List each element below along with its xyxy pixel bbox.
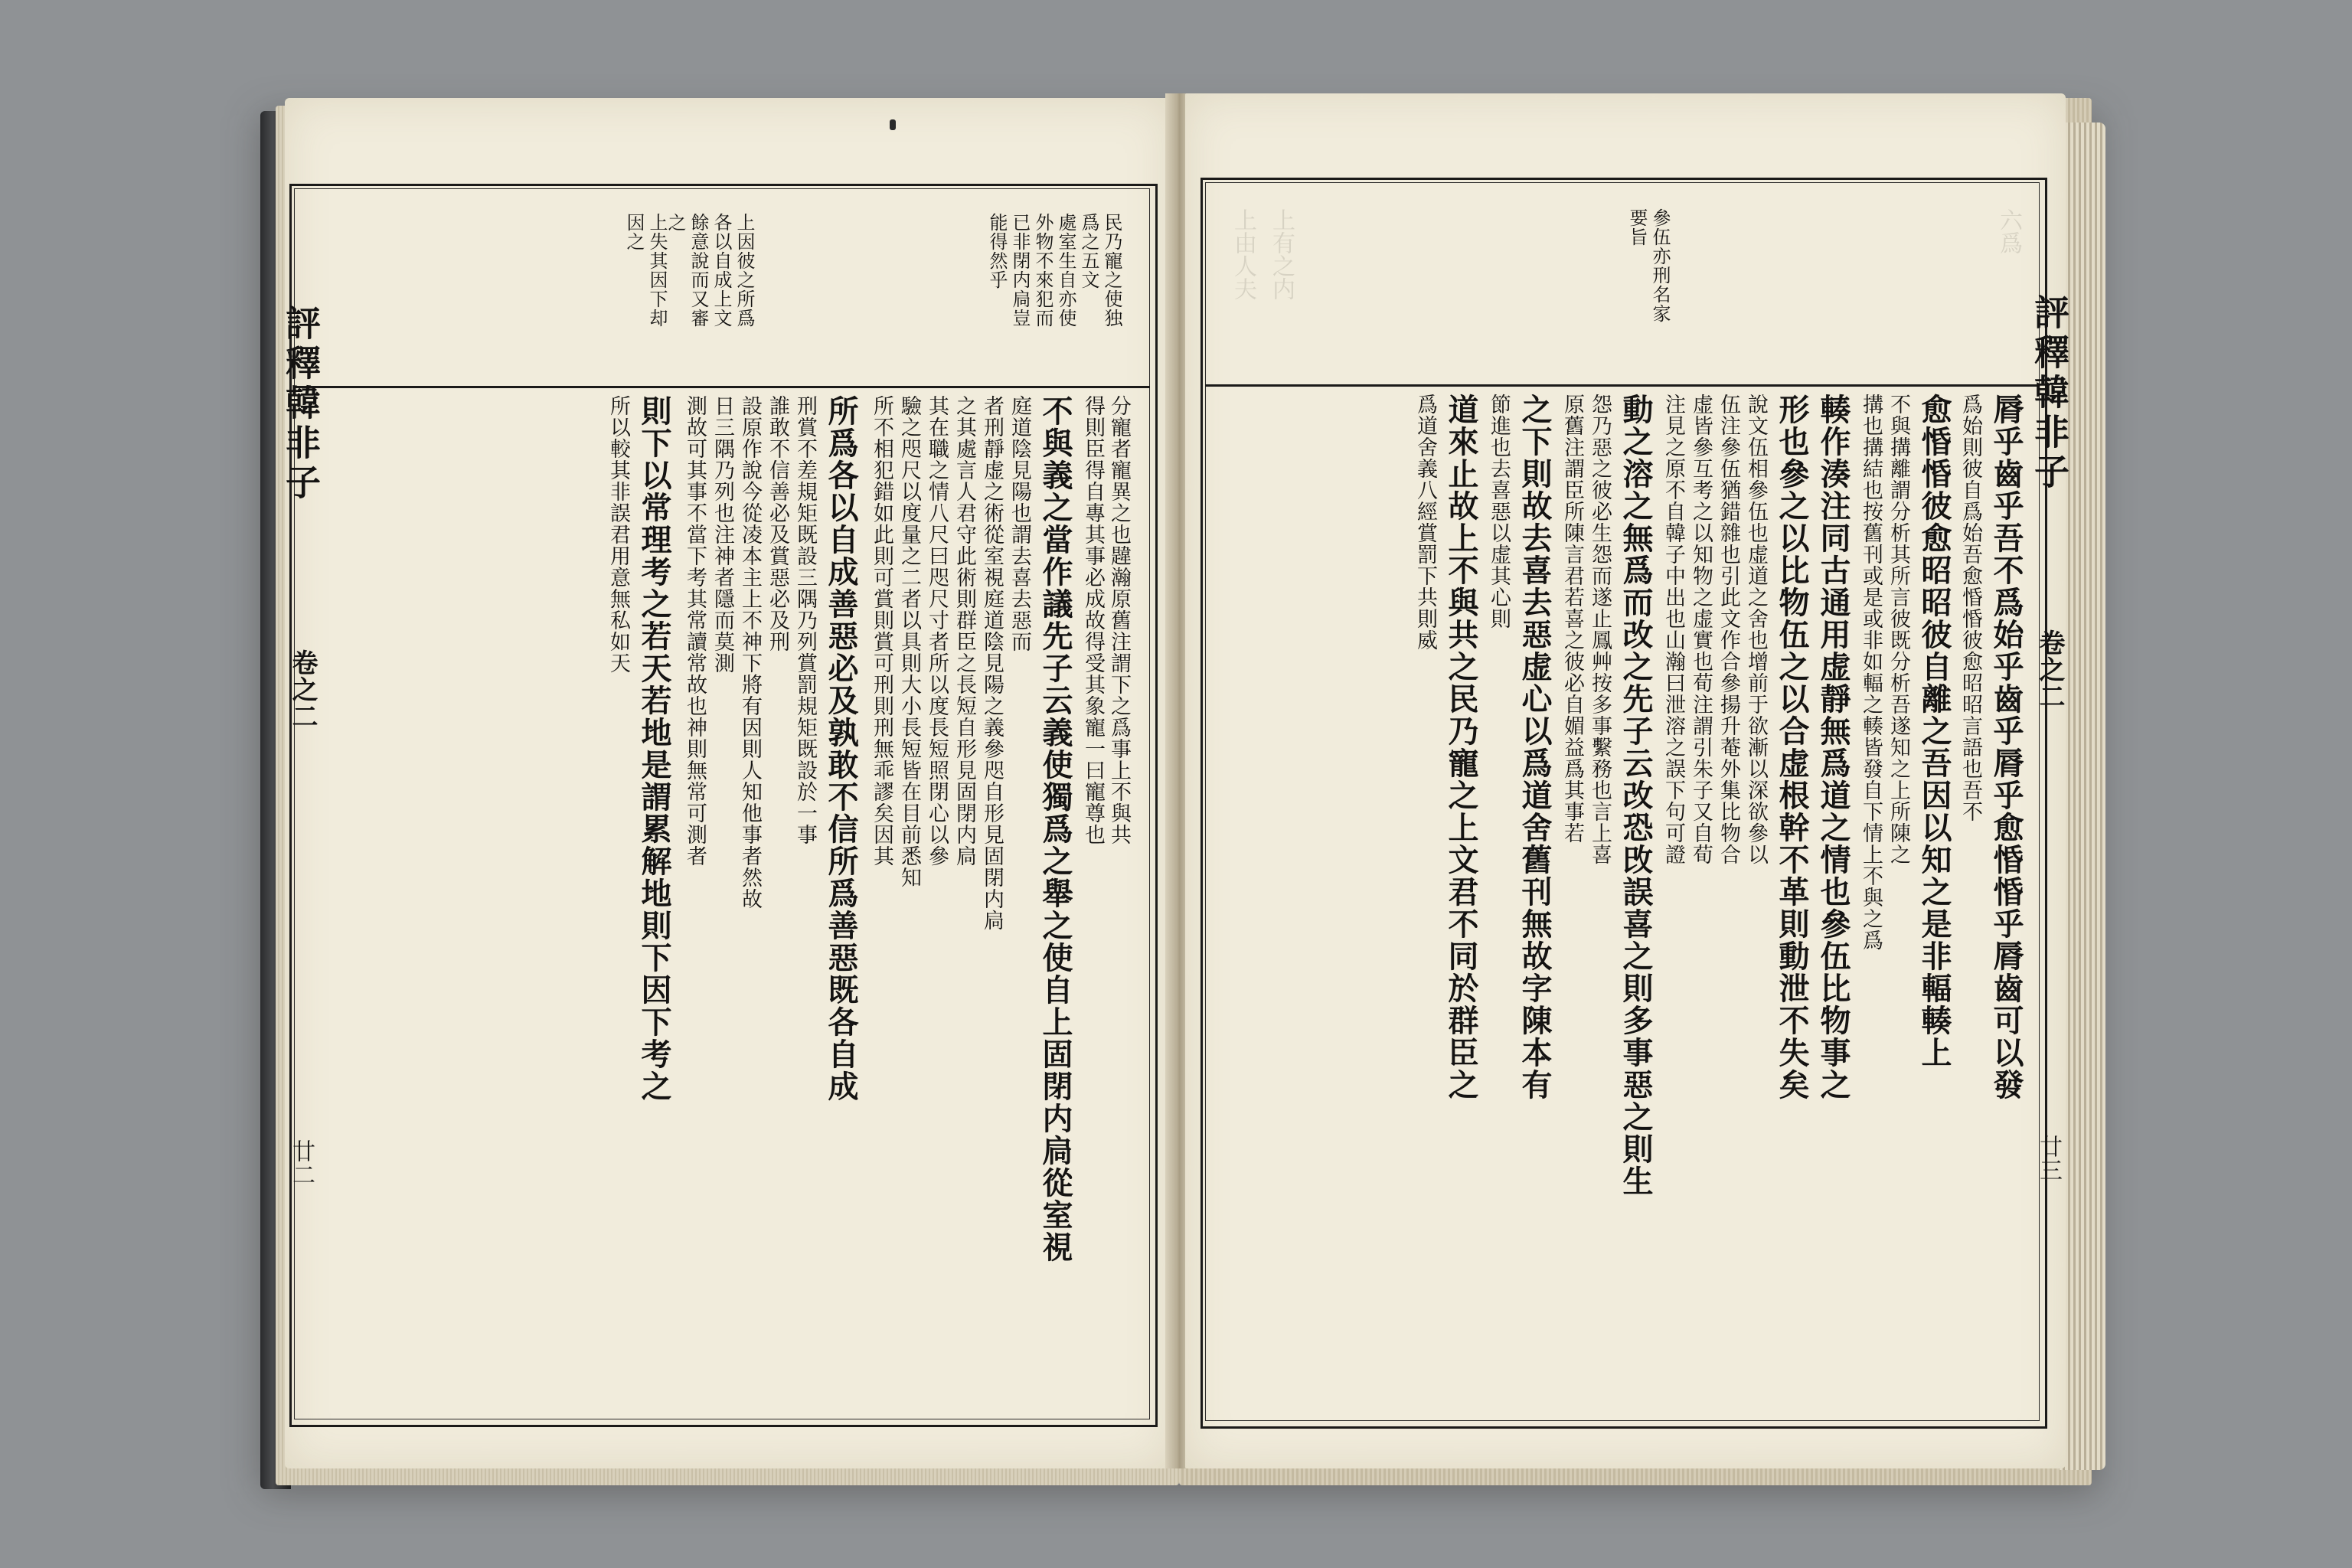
headnote-10: 之	[665, 213, 686, 232]
running-title: 評釋韓非子	[280, 305, 322, 504]
text-column: 之下則故去喜去惡虚心以爲道舍舊刊無故字陳本有	[1517, 394, 1553, 1101]
show-through-ink: 六爲	[1995, 208, 2022, 254]
headnote-3: 處室生自亦使	[1055, 213, 1076, 328]
text-column: 誰敢不信善必及賞惡必及刑	[766, 395, 789, 652]
text-column: 伍注參伍猶錯雜也引此文作合參揚升菴外集比物合	[1717, 394, 1740, 865]
text-column: 爲始則彼自爲始吾愈惛惛彼愈昭昭言語也吾不	[1958, 394, 1982, 822]
headnote-divider	[1205, 384, 2040, 387]
text-column: 形也參之以比物伍之以合虚根幹不革則動泄不失矣	[1774, 394, 1810, 1101]
headnote-12: 因之	[623, 213, 645, 251]
text-column: 所不相犯錯如此則可賞則賞可刑則刑無乖謬矣因其	[870, 395, 893, 867]
headnote-7: 上因彼之所爲	[733, 213, 755, 328]
headnote-1: 民乃寵之使独	[1101, 213, 1122, 328]
text-column: 怨乃惡之彼必生怨而遂止鳳艸按多事繫務也言上喜	[1588, 394, 1612, 865]
left-page	[280, 98, 1171, 1468]
text-column: 不與搆離謂分析其所言彼既分析吾遂知之上所陳之	[1886, 394, 1910, 865]
text-column: 測故可其事不當下考其常讀常故也神則無常可測者	[683, 395, 707, 867]
volume-label: 卷之二	[2034, 629, 2065, 710]
folio-number: 廿三	[2035, 1135, 2062, 1182]
show-through-ink: 上由人夫	[1230, 208, 1256, 300]
headnote-9: 餘意說而又審	[688, 213, 709, 328]
text-column: 者刑靜虚之術從室視庭道陰見陽之義參咫自形見固閉内扃	[980, 395, 1004, 931]
text-column: 不與義之當作議先子云義使獨爲之舉之使自上固閉内扃從室視	[1037, 395, 1073, 1263]
text-column: 脣乎齒乎吾不爲始乎齒乎脣乎愈惛惛乎脣齒可以發	[1988, 394, 2024, 1101]
running-title: 評釋韓非子	[2029, 294, 2070, 493]
text-column: 則下以常理考之若天若地是謂累解地則下因下考之	[636, 395, 672, 1102]
text-column: 原舊注謂臣所陳言君若喜之彼必自媚益爲其事若	[1560, 394, 1584, 844]
headnote-1: 參伍亦刑名家	[1649, 208, 1671, 323]
text-column: 之其處言人君守此術則群臣之長短自形見固閉内扃	[952, 395, 976, 867]
text-column: 分寵者寵異之也韙瀚原舊注謂下之爲事上不與共	[1107, 395, 1131, 845]
text-column: 爲道舍義八經賞罰下共則威	[1413, 394, 1437, 651]
text-column: 設原作說今從凌本主上不神下將有因則人知他事者然故	[738, 395, 762, 910]
ink-speck	[890, 119, 896, 130]
headnote-4: 外物不來犯而	[1032, 213, 1054, 328]
text-column: 注見之原不自韓子中出也山瀚曰泄溶之誤下句可證	[1661, 394, 1685, 865]
folio-number: 廿二	[288, 1139, 315, 1187]
headnote-2: 要旨	[1626, 208, 1648, 247]
text-column: 搆也搆結也按舊刊或是或非如輻之輳皆發自下情上不與之爲	[1859, 394, 1883, 951]
text-column: 動之溶之無爲而改之先子云改恐攺誤喜之則多事惡之則生	[1618, 394, 1654, 1197]
text-column: 虚皆參互考之以知物之虚實也荀注謂引朱子又自荀	[1689, 394, 1713, 865]
text-column: 刑賞不差規矩既設三隅乃列賞罰規矩既設於一事	[793, 395, 817, 845]
text-column: 庭道陰見陽也謂去喜去惡而	[1008, 395, 1031, 652]
headnote-2: 爲之五文	[1078, 213, 1099, 289]
right-page	[1185, 93, 2070, 1468]
text-column: 其在職之情八尺曰咫尺寸者所以度長短照閉心以參	[925, 395, 949, 867]
text-column: 說文伍相參伍也虚道之舍也增前于欲漸以深欲參以	[1744, 394, 1768, 865]
headnote-11: 上失其因下却	[646, 213, 668, 328]
text-column: 節進也去喜惡以虚其心則	[1487, 394, 1511, 629]
headnote-6: 能得然乎	[986, 213, 1008, 289]
show-through-ink: 上有之内	[1268, 208, 1295, 300]
text-column: 輳作湊注同古通用虚靜無爲道之情也參伍比物事之	[1815, 394, 1851, 1101]
volume-label: 卷之二	[287, 649, 318, 730]
text-column: 道來止故上不與共之民乃寵之上文君不同於群臣之	[1443, 394, 1479, 1101]
text-column: 得則臣得自專其事必成故得受其象寵一曰寵尊也	[1081, 395, 1105, 845]
text-column: 驗之咫尺以度量之二者以具則大小長短皆在目前悉知	[897, 395, 921, 888]
text-column: 所以較其非誤君用意無私如天	[606, 395, 630, 674]
text-column: 愈惛惛彼愈昭昭彼自離之吾因以知之是非輻輳上	[1916, 394, 1952, 1069]
headnote-8: 各以自成上文	[710, 213, 732, 328]
text-column: 日三隅乃列也注神者隱而莫測	[710, 395, 734, 674]
text-column: 所爲各以自成善惡必及孰敢不信所爲善惡既各自成	[823, 395, 859, 1102]
headnote-divider	[294, 386, 1150, 388]
headnote-5: 已非閉内扃豈	[1009, 213, 1031, 328]
